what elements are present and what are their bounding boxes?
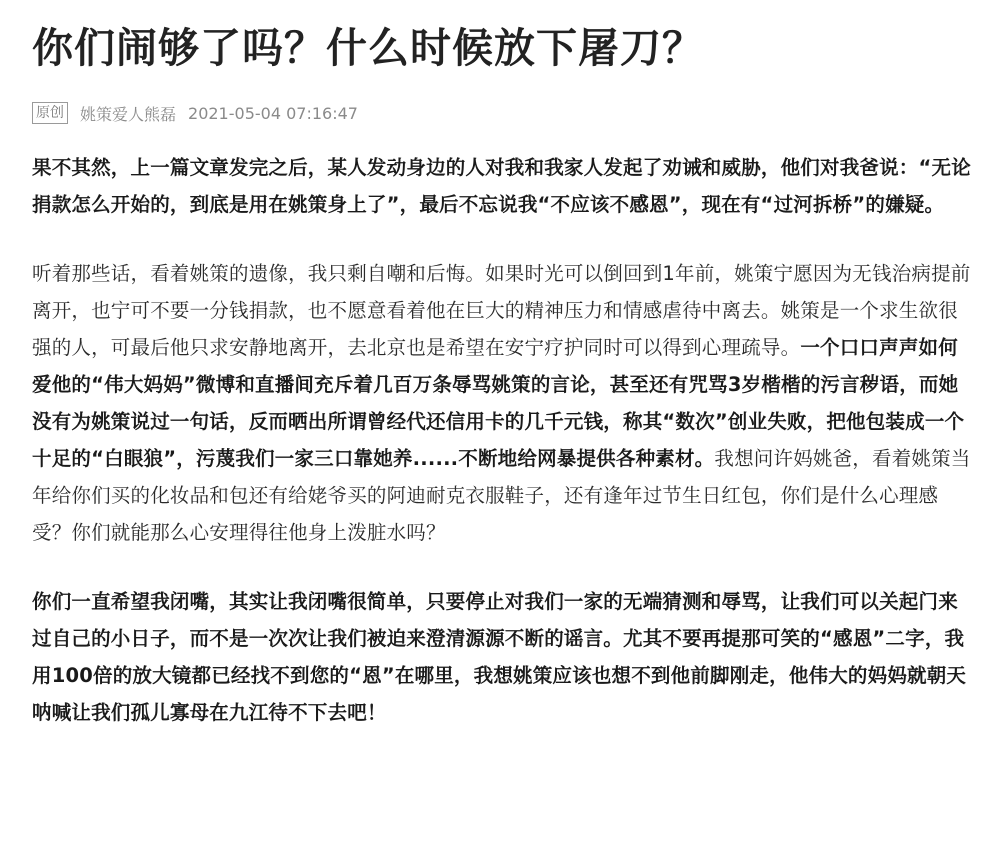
paragraph-2-part-a: 听着那些话，看着姚策的遗像，我只剩自嘲和后悔。如果时光可以倒回到1年前，姚策宁愿因为无钱治病提前离开，也宁可不要一分钱捐款，也不愿意看着他在巨大的精神压力和情感虐待中离去。姚策是一个求生欲很强的人，可最后他只求安静地离开，去北京也是希望在安宁疗护同时可以得到心理疏导。 — [32, 262, 971, 359]
article-title: 你们闹够了吗？什么时候放下屠刀？ — [32, 24, 704, 72]
article-meta — [32, 100, 977, 126]
paragraph-3: 你们一直希望我闭嘴，其实让我闭嘴很简单，只要停止对我们一家的无端猜测和辱骂，让我们可以关起门来过自己的小日子，而不是一次次让我们被迫来澄清源源不断的谣言。尤其不要再提那可笑的“感恩”二字，我用100倍的放大镜都已经找不到您的“恩”在哪里，我想姚策应该也想不到他前脚刚走，他伟大的妈妈就朝天呐喊让我们孤儿寡母在九江待不下去吧！ — [32, 590, 967, 724]
paragraph-2 — [32, 255, 977, 551]
paragraph-2-part-c: 我想问许妈姚爸，看着姚策当年给你们买的化妆品和包还有给姥爷买的阿迪耐克衣服鞋子，还有逢年过节生日红包，你们是什么心理感受？你们就能那么心安理得往他身上泼脏水吗？ — [32, 447, 971, 544]
paragraph-2-part-b: 一个口口声声如何爱他的“伟大妈妈”微博和直播间充斥着几百万条辱骂姚策的言论，甚至还有咒骂3岁楷楷的污言秽语，而她没有为姚策说过一句话，反而晒出所谓曾经代还信用卡的几千元钱，称其“数次”创业失败，把他包装成一个十足的“白眼狼”，污蔑我们一家三口靠她养......不断地给网暴提供各种素材。 — [32, 336, 965, 470]
original-badge: 原创 — [32, 102, 68, 124]
article — [32, 18, 977, 731]
author-name[interactable]: 姚策爱人熊磊 — [80, 104, 177, 124]
publish-datetime: 2021-05-04 07:16:47 — [188, 103, 358, 123]
paragraph-1: 果不其然，上一篇文章发完之后，某人发动身边的人对我和我家人发起了劝诫和威胁，他们对我爸说：“无论捐款怎么开始的，到底是用在姚策身上了”，最后不忘说我“不应该不感恩”，现在有“过河拆桥”的嫌疑。 — [32, 156, 971, 216]
